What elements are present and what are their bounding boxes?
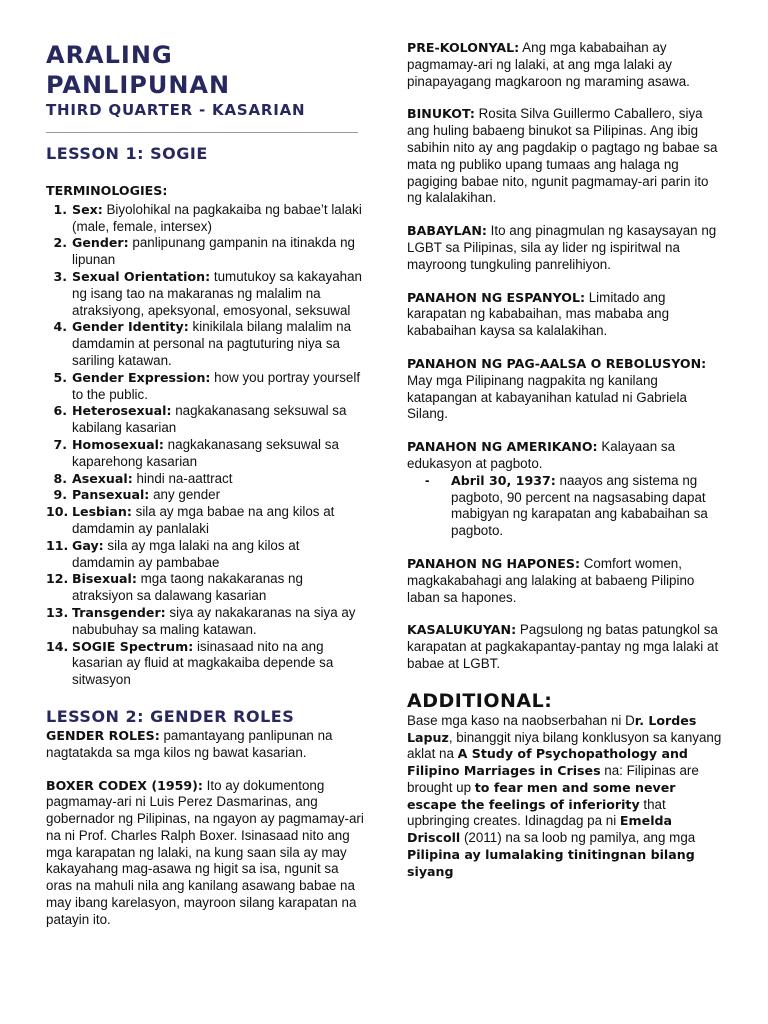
terminology-item (46, 487, 364, 504)
abril-1937-term: Abril 30, 1937: (451, 472, 556, 488)
item-term: Gender: (72, 235, 129, 251)
item-definition: kinikilala bilang malalim na damdamin at personal na pagtuturing niya sa sariling katawan. (72, 319, 352, 368)
dash-bullet: - (425, 472, 430, 488)
additional-text-2: , binanggit niya bilang konklusyon sa kanyang aklat na (407, 729, 722, 762)
gender-roles-term: GENDER ROLES: (46, 727, 160, 743)
history-section (407, 356, 727, 423)
document-subtitle: THIRD QUARTER - KASARIAN (46, 101, 306, 119)
item-number: 10. (46, 504, 69, 520)
section-text: May mga Pilipinang nagpakita ng kanilang katapangan at kabayanihan katulad ni Gabriela Silang. (407, 372, 687, 422)
section-text: Rosita Silva Guillermo Caballero, siya ang huling babaeng binukot sa Pilipinas. Ang ibig sabihin nito ay ang pagdakip o pagtago ng babae sa mata ng publiko upang tumaas ang halaga ng pagiging babae nito, ngunit pagmamay-ari parin ito ng kalalakihan. (407, 106, 718, 206)
item-term: Lesbian: (72, 504, 132, 520)
terminology-item (46, 538, 364, 572)
additional-heading: ADDITIONAL: (407, 689, 553, 712)
item-definition: nagkakanasang seksuwal sa kabilang kasarian (72, 403, 347, 436)
item-definition: any gender (149, 487, 221, 503)
terminology-item (46, 437, 364, 471)
quote-highlight: to fear men and some never escape the feelings of inferiority (407, 779, 676, 812)
item-definition: mga taong nakakaranas ng atraksiyon sa dalawang kasarian (72, 571, 303, 604)
left-column (46, 40, 364, 929)
item-term: Transgender: (72, 604, 166, 620)
amerikano-subitem (425, 473, 727, 540)
item-term: Asexual: (72, 470, 133, 486)
gender-roles-paragraph (46, 728, 364, 762)
lesson2-heading: LESSON 2: GENDER ROLES (46, 706, 295, 726)
additional-text-1: Base mga kaso na naobserbahan ni D (407, 712, 635, 728)
section-term: PANAHON NG PAG-AALSA O REBOLUSYON: (407, 355, 707, 371)
item-definition: panlipunang gampanin na itinakda ng lipunan (72, 235, 355, 268)
item-number: 9. (53, 487, 67, 503)
item-number: 5. (53, 369, 67, 385)
amerikano-term: PANAHON NG AMERIKANO: (407, 439, 598, 455)
terminology-list (46, 202, 364, 689)
terminologies-label: TERMINOLOGIES: (46, 183, 168, 198)
item-term: Pansexual: (72, 487, 150, 503)
item-term: Gender Identity: (72, 319, 189, 335)
section-term: BINUKOT: (407, 106, 475, 122)
section-text: Ang mga kababaihan ay pagmamay-ari ng lalaki, at ang mga lalaki ay pinapayagang magkaroon ng maraming asawa. (407, 40, 690, 89)
history-section (407, 622, 727, 672)
boxer-codex-term: BOXER CODEX (1959): (46, 777, 203, 793)
terminology-item (46, 235, 364, 269)
section-text: Limitado ang karapatan ng kababaihan, mas mababa ang kababaihan kaysa sa kalalakihan. (407, 289, 670, 339)
abril-1937-text: naayos ang sistema ng pagboto, 90 percent na nagsasabing dapat mabigyan ng karapatan ang kababaihan sa pagboto. (451, 472, 708, 539)
book-title: A Study of Psychopathology and Filipino Marriages in Crises (407, 746, 688, 779)
pilipina-highlight: Pilipina ay lumalaking tinitingnan bilang siyang (407, 847, 695, 879)
item-number: 12. (46, 571, 69, 587)
section-term: BABAYLAN: (407, 223, 487, 239)
section-term: KASALUKUYAN: (407, 622, 517, 638)
item-term: Bisexual: (72, 571, 137, 587)
item-term: Gender Expression: (72, 369, 211, 385)
history-section (407, 223, 727, 273)
section-term: PANAHON NG ESPANYOL: (407, 289, 586, 305)
item-number: 11. (46, 537, 69, 553)
history-section (407, 106, 727, 207)
additional-text-5: (2011) na sa loob ng pamilya, ang mga (460, 830, 696, 846)
terminology-item (46, 319, 364, 369)
boxer-codex-paragraph (46, 778, 364, 929)
terminology-item (46, 269, 364, 319)
item-definition: nagkakanasang seksuwal sa kaparehong kasarian (72, 436, 339, 469)
right-column (407, 40, 727, 881)
item-number: 6. (53, 403, 67, 419)
item-term: SOGIE Spectrum: (72, 638, 194, 654)
item-definition: siya ay nakakaranas na siya ay nabubuhay sa maling katawan. (72, 604, 356, 637)
item-term: Heterosexual: (72, 403, 172, 419)
history-sections-group-2 (407, 556, 727, 689)
history-section (407, 290, 727, 340)
item-term: Gay: (72, 537, 104, 553)
item-number: 8. (53, 470, 67, 486)
amerikano-text: Kalayaan sa edukasyon at pagboto. (407, 439, 676, 471)
section-term: PRE-KOLONYAL: (407, 40, 520, 55)
item-term: Sex: (72, 201, 103, 217)
section-text: Comfort women, magkakabahagi ang lalaking at babaeng Pilipino laban sa hapones. (407, 555, 695, 605)
lapuz-name: r. Lordes Lapuz (407, 712, 697, 745)
item-number: 2. (53, 235, 67, 251)
item-definition: tumutukoy sa kakayahan ng isang tao na makaranas ng malalim na atraksiyong, apeksyonal, emosyonal, seksuwal (72, 268, 363, 318)
boxer-codex-text: Ito ay dokumentong pagmamay-ari ni Luis Perez Dasmarinas, ang gobernador ng Pilipinas, na ngayon ay pagmamay-ari na ni Prof. Charles Ralph Boxer. Isinasaad nito ang mga karapatan ng lalaki, na kung saan sila ay may kakayahang mag-asawa ng higit sa isa, ngunit sa oras na mahuli nila ang kanilang asawang babae na may ibang karelasyon, mayroon silang karapatan na patayin ito. (46, 777, 364, 927)
section-text: Pagsulong ng batas patungkol sa karapatan at pagkakapantay-pantay ng mga lalaki at babae at LGBT. (407, 622, 719, 671)
history-sections-group-1 (407, 40, 727, 439)
history-section (407, 40, 727, 90)
terminology-item (46, 605, 364, 639)
terminology-item (46, 471, 364, 488)
item-definition: how you portray yourself to the public. (72, 369, 361, 402)
amerikano-paragraph (407, 439, 727, 473)
item-definition: hindi na-aattract (132, 470, 233, 486)
item-number: 4. (53, 319, 67, 335)
history-section (407, 556, 727, 606)
lesson1-heading: LESSON 1: SOGIE (46, 144, 208, 163)
item-definition: sila ay mga babae na ang kilos at damdamin ay panlalaki (72, 504, 335, 536)
section-term: PANAHON NG HAPONES: (407, 555, 581, 571)
terminology-item (46, 639, 364, 689)
section-text: Ito ang pinagmulan ng kasaysayan ng LGBT sa Pilipinas, sila ay lider ng ispiritwal na mayroong tungkuling panrelihiyon. (407, 223, 717, 272)
header-divider (46, 132, 358, 133)
terminology-item (46, 403, 364, 437)
terminology-item (46, 370, 364, 404)
item-number: 7. (53, 436, 67, 452)
item-definition: sila ay mga lalaki na ang kilos at damdamin ay pambabae (72, 537, 300, 570)
item-term: Sexual Orientation: (72, 268, 211, 284)
gender-roles-text: pamantayang panlipunan na nagtatakda sa mga kilos ng bawat kasarian. (46, 727, 333, 760)
item-number: 14. (46, 638, 69, 654)
terminology-item (46, 202, 364, 236)
item-number: 13. (46, 604, 69, 620)
item-term: Homosexual: (72, 436, 164, 452)
additional-paragraph (407, 713, 727, 881)
terminology-item (46, 571, 364, 605)
item-number: 3. (53, 268, 67, 284)
terminology-item (46, 504, 364, 538)
additional-text-4: that upbringing creates. Idinagdag pa ni (407, 796, 666, 829)
item-number: 1. (53, 201, 67, 217)
item-definition: isinasaad nito na ang kasarian ay fluid at magkakaiba depende sa sitwasyon (72, 638, 334, 688)
item-definition: Biyolohikal na pagkakaiba ng babae’t lalaki (male, female, intersex) (72, 201, 362, 234)
document-title: ARALING PANLIPUNAN (46, 41, 231, 99)
driscoll-name: Emelda Driscoll (407, 813, 673, 846)
additional-text-3: na: Filipinas are brought up (407, 763, 699, 795)
